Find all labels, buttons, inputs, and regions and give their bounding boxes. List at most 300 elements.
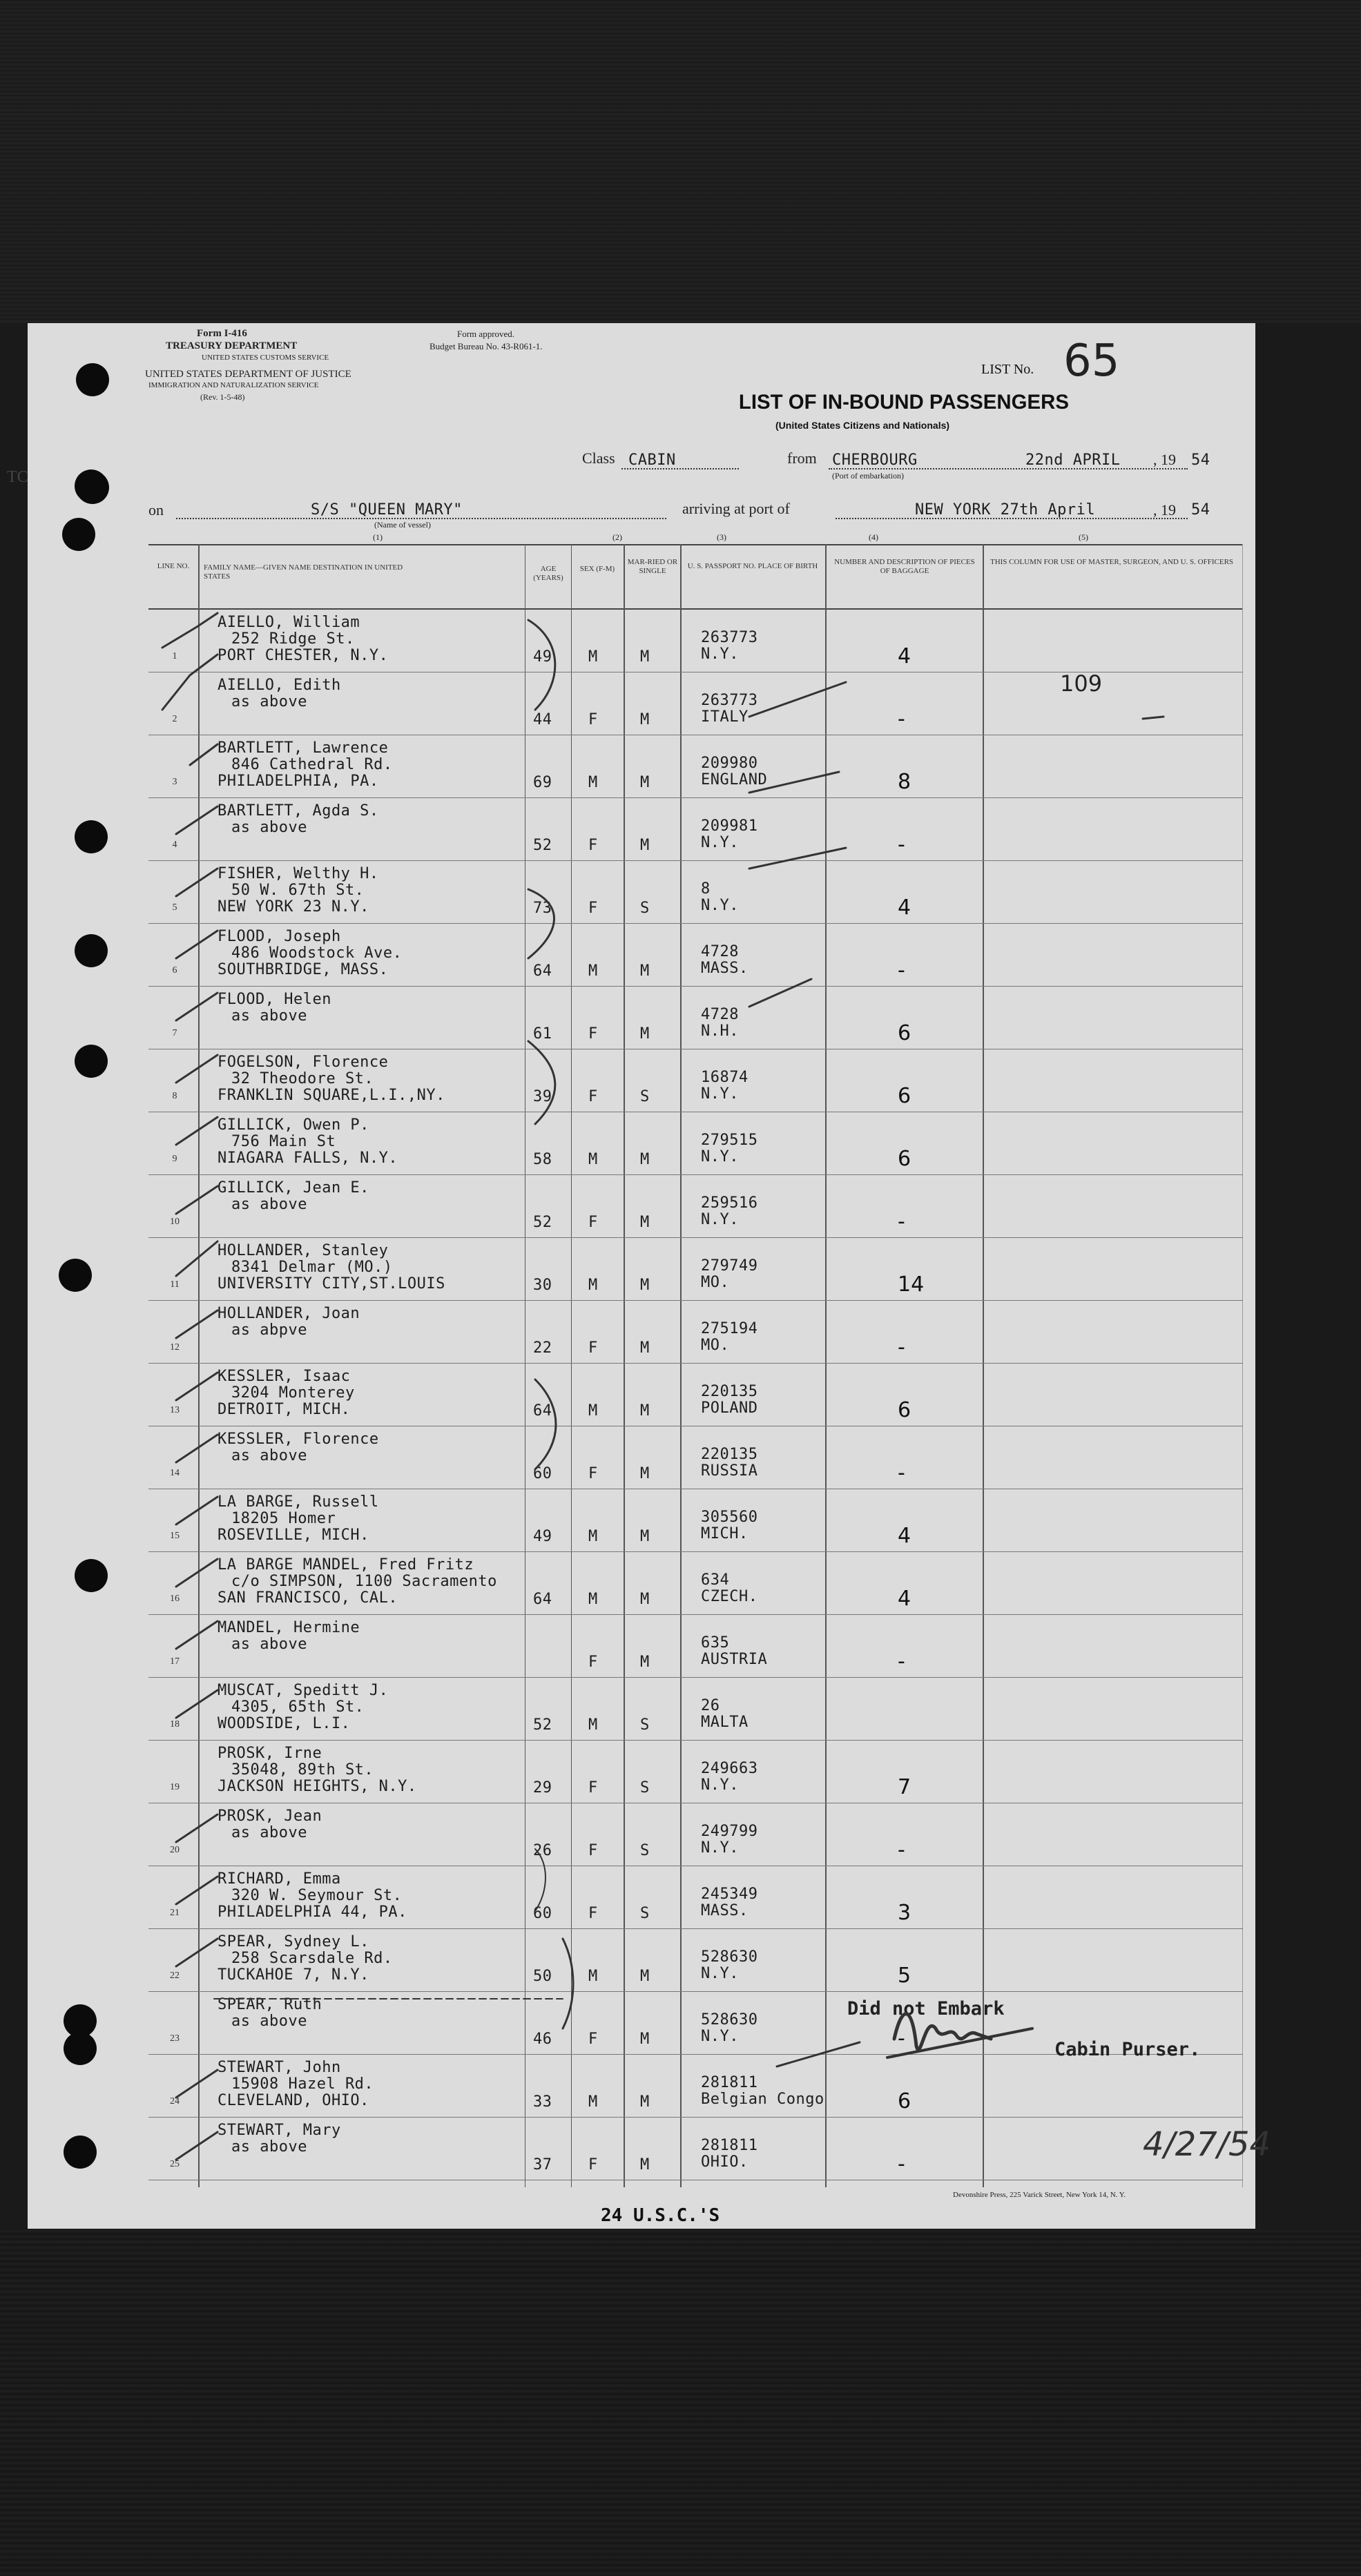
place-of-birth: MICH. <box>701 1525 749 1542</box>
passenger-age: 52 <box>533 837 552 854</box>
place-of-birth: ITALY <box>701 708 749 726</box>
passenger-name: BARTLETT, Lawrence <box>218 739 389 757</box>
passenger-name: HOLLANDER, Joan <box>218 1305 360 1322</box>
passenger-address: c/o SIMPSON, 1100 Sacramento <box>231 1573 497 1590</box>
line-number: 25 <box>170 2159 180 2169</box>
passenger-address: 15908 Hazel Rd. <box>231 2075 374 2093</box>
place-of-birth: N.Y. <box>701 2028 739 2045</box>
marital-status: M <box>640 837 650 854</box>
marital-status: S <box>640 1716 650 1734</box>
line-number: 11 <box>170 1279 180 1290</box>
year-prefix-arrival: , 19 <box>1153 501 1176 519</box>
pen-marks <box>148 544 1243 2187</box>
passenger-address: 258 Scarsdale Rd. <box>231 1950 393 1967</box>
on-label: on <box>148 501 164 519</box>
baggage-count: 6 <box>898 1021 911 1045</box>
baggage-count: - <box>898 958 905 982</box>
line-number: 21 <box>170 1908 180 1918</box>
line-number: 3 <box>172 777 177 787</box>
passenger-age: 37 <box>533 2156 552 2173</box>
passport-number: 4728 <box>701 943 739 960</box>
place-of-birth: N.Y. <box>701 834 739 851</box>
passenger-name: MUSCAT, Speditt J. <box>218 1682 389 1699</box>
baggage-count: - <box>898 1461 905 1485</box>
passenger-address: as above <box>231 819 307 836</box>
place-of-birth: N.Y. <box>701 1085 739 1103</box>
passenger-address: 3204 Monterey <box>231 1384 355 1402</box>
place-of-birth: POLAND <box>701 1400 758 1417</box>
baggage-count: 5 <box>898 1964 911 1988</box>
passenger-age: 64 <box>533 962 552 980</box>
passenger-sex: F <box>588 711 598 728</box>
passenger-sex: F <box>588 1088 598 1105</box>
passenger-sex: F <box>588 1654 598 1671</box>
passenger-address: 50 W. 67th St. <box>231 882 365 899</box>
passenger-age: 58 <box>533 1151 552 1168</box>
line-number: 2 <box>172 714 177 724</box>
passenger-sex: M <box>588 1277 598 1294</box>
passport-number: 634 <box>701 1571 730 1589</box>
col-header-name: FAMILY NAME—GIVEN NAME DESTINATION IN UNITED STATES <box>204 563 403 581</box>
marital-status: S <box>640 1842 650 1859</box>
passenger-city: JACKSON HEIGHTS, N.Y. <box>218 1778 417 1795</box>
year-prefix: , 19 <box>1153 451 1176 468</box>
marital-status: M <box>640 2093 650 2111</box>
form-number: Form I-416 <box>197 328 247 339</box>
passenger-name: KESSLER, Isaac <box>218 1368 351 1385</box>
baggage-count: 6 <box>898 1147 911 1171</box>
passport-number: 245349 <box>701 1886 758 1903</box>
form-revision: (Rev. 1-5-48) <box>200 392 245 402</box>
marital-status: M <box>640 1277 650 1294</box>
passenger-sex: M <box>588 1591 598 1608</box>
officer-note: 109 <box>1060 670 1103 697</box>
line-number: 16 <box>170 1594 180 1604</box>
passenger-sex: M <box>588 1716 598 1734</box>
punch-hole <box>64 2136 97 2169</box>
passenger-age: 69 <box>533 774 552 791</box>
passport-number: 279749 <box>701 1257 758 1275</box>
passenger-age: 39 <box>533 1088 552 1105</box>
place-of-birth: CZECH. <box>701 1588 758 1605</box>
place-of-birth: N.Y. <box>701 1211 739 1228</box>
passport-number: 209981 <box>701 817 758 835</box>
passenger-sex: M <box>588 1528 598 1545</box>
passport-number: 635 <box>701 1634 730 1652</box>
passport-number: 16874 <box>701 1069 749 1086</box>
passport-number: 281811 <box>701 2074 758 2091</box>
line-number: 20 <box>170 1845 180 1855</box>
line-number: 12 <box>170 1342 180 1353</box>
passenger-name: STEWART, Mary <box>218 2122 341 2139</box>
place-of-birth: ENGLAND <box>701 771 768 788</box>
passport-number: 4728 <box>701 1006 739 1023</box>
marital-status: M <box>640 1591 650 1608</box>
passenger-name: KESSLER, Florence <box>218 1431 379 1448</box>
baggage-count: 4 <box>898 1524 911 1548</box>
line-number: 10 <box>170 1217 180 1227</box>
passenger-age: 73 <box>533 900 552 917</box>
passport-number: 8 <box>701 880 711 898</box>
passenger-address: 4305, 65th St. <box>231 1698 365 1716</box>
marital-status: M <box>640 1968 650 1985</box>
punch-hole <box>76 363 109 396</box>
passenger-sex: M <box>588 774 598 791</box>
col-header-age: AGE (YEARS) <box>533 565 563 582</box>
marital-status: M <box>640 711 650 728</box>
vessel-caption: (Name of vessel) <box>374 520 431 530</box>
place-of-birth: N.Y. <box>701 897 739 914</box>
passenger-sex: M <box>588 1968 598 1985</box>
arriving-label: arriving at port of <box>682 500 790 517</box>
baggage-count: 6 <box>898 1398 911 1422</box>
page-title: LIST OF IN-BOUND PASSENGERS <box>738 391 1069 414</box>
passenger-address: 35048, 89th St. <box>231 1761 374 1779</box>
passenger-age: 60 <box>533 1465 552 1482</box>
microfilm-border-bottom <box>0 2229 1361 2576</box>
col-header-officers: THIS COLUMN FOR USE OF MASTER, SURGEON, AND U. S. OFFICERS <box>990 558 1234 566</box>
passport-number: 279515 <box>701 1132 758 1149</box>
marital-status: M <box>640 774 650 791</box>
passenger-age: 60 <box>533 1905 552 1922</box>
baggage-count: - <box>898 2152 905 2176</box>
passport-number: 263773 <box>701 692 758 709</box>
line-number: 9 <box>172 1154 177 1164</box>
col-num-4: (4) <box>869 532 878 542</box>
marital-status: M <box>640 1528 650 1545</box>
passenger-city: PHILADELPHIA 44, PA. <box>218 1904 407 1921</box>
marital-status: S <box>640 1779 650 1797</box>
passenger-city: PORT CHESTER, N.Y. <box>218 647 389 664</box>
passenger-address: as above <box>231 1007 307 1025</box>
microfilm-border-left <box>0 323 28 2229</box>
line-number: 14 <box>170 1468 180 1478</box>
passenger-name: MANDEL, Hermine <box>218 1619 360 1636</box>
passenger-city: UNIVERSITY CITY,ST.LOUIS <box>218 1275 445 1292</box>
col-header-passport: U. S. PASSPORT NO. PLACE OF BIRTH <box>687 562 818 570</box>
punch-hole <box>75 820 108 853</box>
place-of-birth: N.Y. <box>701 1839 739 1857</box>
baggage-count: - <box>898 1335 905 1359</box>
from-label: from <box>787 449 817 467</box>
list-number: 65 <box>1063 336 1120 387</box>
line-number: 15 <box>170 1531 180 1541</box>
printer-imprint: Devonshire Press, 225 Varick Street, New York 14, N. Y. <box>953 2191 1126 2199</box>
marital-status: M <box>640 2031 650 2048</box>
did-not-embark-note: Did not Embark <box>847 1998 1005 2020</box>
punch-hole <box>59 1259 92 1292</box>
passenger-age: 61 <box>533 1025 552 1043</box>
passenger-name: PROSK, Irne <box>218 1745 322 1762</box>
punch-hole <box>75 934 108 967</box>
microfilm-border-right <box>1255 323 1361 2229</box>
passenger-address: 486 Woodstock Ave. <box>231 945 403 962</box>
place-of-birth: N.Y. <box>701 646 739 663</box>
punch-hole <box>75 1045 108 1078</box>
list-label: LIST No. <box>981 362 1034 377</box>
passenger-age: 29 <box>533 1779 552 1797</box>
manifest-sheet <box>7 323 1271 2229</box>
col-header-sex: SEX (F-M) <box>579 565 615 573</box>
passenger-sex: F <box>588 1842 598 1859</box>
place-of-birth: RUSSIA <box>701 1462 758 1480</box>
passenger-city: CLEVELAND, OHIO. <box>218 2092 369 2109</box>
passport-number: 249663 <box>701 1760 758 1777</box>
embark-port: CHERBOURG <box>832 452 918 469</box>
line-number: 7 <box>172 1028 177 1038</box>
place-of-birth: N.H. <box>701 1023 739 1040</box>
dept-justice-sub: IMMIGRATION AND NATURALIZATION SERVICE <box>148 381 319 389</box>
passenger-table <box>148 544 1271 2187</box>
passport-number: 263773 <box>701 629 758 646</box>
line-number: 8 <box>172 1091 177 1101</box>
passenger-city: SOUTHBRIDGE, MASS. <box>218 961 389 978</box>
passenger-address: as above <box>231 693 307 710</box>
dept-treasury: TREASURY DEPARTMENT <box>166 340 298 351</box>
baggage-count: 4 <box>898 1587 911 1611</box>
passenger-address: as above <box>231 2013 307 2030</box>
passport-number: 220135 <box>701 1446 758 1463</box>
approval-note: Form approved. <box>457 329 515 339</box>
passport-number: 275194 <box>701 1320 758 1337</box>
line-number: 19 <box>170 1782 180 1792</box>
passenger-city: WOODSIDE, L.I. <box>218 1715 351 1732</box>
marital-status: M <box>640 1339 650 1357</box>
punch-hole <box>64 2032 97 2065</box>
passenger-sex: F <box>588 1339 598 1357</box>
budget-bureau: Budget Bureau No. 43-R061-1. <box>429 341 543 351</box>
passenger-sex: F <box>588 837 598 854</box>
passenger-address: as above <box>231 1196 307 1213</box>
punch-hole <box>75 1559 108 1592</box>
line-number: 22 <box>170 1970 180 1981</box>
passenger-name: AIELLO, Edith <box>218 677 341 694</box>
col-num-3: (3) <box>717 532 726 542</box>
dept-justice: UNITED STATES DEPARTMENT OF JUSTICE <box>145 369 351 380</box>
passenger-address: as above <box>231 1447 307 1464</box>
passenger-city: TUCKAHOE 7, N.Y. <box>218 1966 369 1984</box>
passenger-sex: M <box>588 2093 598 2111</box>
passenger-name: GILLICK, Owen P. <box>218 1116 369 1134</box>
passenger-age: 26 <box>533 1842 552 1859</box>
passport-number: 26 <box>701 1697 720 1714</box>
passport-number: 281811 <box>701 2137 758 2154</box>
marital-status: S <box>640 900 650 917</box>
passenger-name: GILLICK, Jean E. <box>218 1179 369 1197</box>
microfilm-border-top <box>0 0 1361 323</box>
passenger-address: as above <box>231 1636 307 1653</box>
passenger-address: 252 Ridge St. <box>231 630 355 648</box>
line-number: 5 <box>172 902 177 913</box>
marital-status: M <box>640 1402 650 1420</box>
passenger-city: PHILADELPHIA, PA. <box>218 773 379 790</box>
place-of-birth: MASS. <box>701 1902 749 1919</box>
marital-status: M <box>640 962 650 980</box>
passenger-name: LA BARGE, Russell <box>218 1493 379 1511</box>
place-of-birth: MO. <box>701 1274 730 1291</box>
line-number: 23 <box>170 2033 180 2044</box>
marital-status: M <box>640 1025 650 1043</box>
footer-stamp: 24 U.S.C.'S <box>601 2205 720 2226</box>
col-num-1: (1) <box>373 532 383 542</box>
passenger-address: 320 W. Seymour St. <box>231 1887 403 1904</box>
baggage-count: 4 <box>898 895 911 920</box>
col-num-2: (2) <box>612 532 622 542</box>
passport-number: 259516 <box>701 1194 758 1212</box>
passenger-name: SPEAR, Sydney L. <box>218 1933 369 1950</box>
passenger-age: 46 <box>533 2031 552 2048</box>
baggage-count: - <box>898 1210 905 1234</box>
dept-treasury-sub: UNITED STATES CUSTOMS SERVICE <box>202 354 329 362</box>
passenger-address: 8341 Delmar (MO.) <box>231 1259 393 1276</box>
passenger-name: FOGELSON, Florence <box>218 1054 389 1071</box>
passenger-name: FISHER, Welthy H. <box>218 865 379 882</box>
place-of-birth: N.Y. <box>701 1776 739 1794</box>
passenger-city: ROSEVILLE, MICH. <box>218 1527 369 1544</box>
punch-hole <box>75 469 108 503</box>
passenger-name: STEWART, John <box>218 2059 341 2076</box>
line-number: 18 <box>170 1719 180 1730</box>
passenger-age: 50 <box>533 1968 552 1985</box>
place-of-birth: MASS. <box>701 960 749 977</box>
passport-number: 249799 <box>701 1823 758 1840</box>
baggage-count: 6 <box>898 2089 911 2113</box>
place-of-birth: OHIO. <box>701 2153 749 2171</box>
passenger-age: 52 <box>533 1716 552 1734</box>
passenger-age: 30 <box>533 1277 552 1294</box>
passenger-name: LA BARGE MANDEL, Fred Fritz <box>218 1556 474 1573</box>
line-number: 1 <box>172 651 177 661</box>
passenger-address: 18205 Homer <box>231 1510 336 1527</box>
baggage-count: - <box>898 2026 905 2051</box>
departure-year: 54 <box>1191 452 1210 469</box>
vessel-name: S/S "QUEEN MARY" <box>311 501 463 519</box>
arrival-port: NEW YORK 27th April <box>915 501 1096 519</box>
passport-number: 305560 <box>701 1509 758 1526</box>
date-signature: 4/27/54 <box>1143 2125 1271 2164</box>
place-of-birth: N.Y. <box>701 1148 739 1165</box>
marital-status: S <box>640 1088 650 1105</box>
baggage-count: 7 <box>898 1775 911 1799</box>
arrival-year: 54 <box>1191 501 1210 519</box>
passenger-city: DETROIT, MICH. <box>218 1401 351 1418</box>
passenger-sex: F <box>588 2156 598 2173</box>
passenger-sex: M <box>588 1151 598 1168</box>
baggage-count: - <box>898 1838 905 1862</box>
passenger-age: 64 <box>533 1402 552 1420</box>
place-of-birth: Belgian Congo <box>701 2091 824 2108</box>
marital-status: M <box>640 648 650 666</box>
passenger-age: 64 <box>533 1591 552 1608</box>
passenger-city: FRANKLIN SQUARE,L.I.,NY. <box>218 1087 445 1104</box>
passenger-age: 49 <box>533 648 552 666</box>
passenger-name: FLOOD, Helen <box>218 991 331 1008</box>
place-of-birth: MALTA <box>701 1714 749 1731</box>
line-number: 4 <box>172 840 177 850</box>
passenger-address: 756 Main St <box>231 1133 336 1150</box>
passenger-name: SPEAR, Ruth <box>218 1996 322 2013</box>
marital-status: S <box>640 1905 650 1922</box>
passport-number: 220135 <box>701 1383 758 1400</box>
marital-status: M <box>640 2156 650 2173</box>
baggage-count: 8 <box>898 770 911 794</box>
page-subtitle: (United States Citizens and Nationals) <box>775 420 950 431</box>
class-value: CABIN <box>628 452 676 469</box>
col-header-baggage: NUMBER AND DESCRIPTION OF PIECES OF BAGGAGE <box>834 558 975 575</box>
col-header-line: LINE NO. <box>157 562 190 570</box>
line-number: 24 <box>170 2096 180 2107</box>
passenger-sex: F <box>588 1214 598 1231</box>
passenger-city: NIAGARA FALLS, N.Y. <box>218 1150 398 1167</box>
passenger-city: SAN FRANCISCO, CAL. <box>218 1589 398 1607</box>
passenger-age: 49 <box>533 1528 552 1545</box>
line-number: 6 <box>172 965 177 976</box>
passenger-name: PROSK, Jean <box>218 1808 322 1825</box>
line-number: 17 <box>170 1656 180 1667</box>
marital-status: M <box>640 1214 650 1231</box>
passenger-address: 32 Theodore St. <box>231 1070 374 1087</box>
passenger-sex: F <box>588 1905 598 1922</box>
passenger-age: 52 <box>533 1214 552 1231</box>
passenger-name: FLOOD, Joseph <box>218 928 341 945</box>
passenger-name: HOLLANDER, Stanley <box>218 1242 389 1259</box>
passenger-sex: F <box>588 1025 598 1043</box>
baggage-count: 6 <box>898 1084 911 1108</box>
place-of-birth: AUSTRIA <box>701 1651 768 1668</box>
passport-number: 209980 <box>701 755 758 772</box>
passenger-address: as above <box>231 2138 307 2156</box>
passenger-name: RICHARD, Emma <box>218 1870 341 1888</box>
passenger-address: 846 Cathedral Rd. <box>231 756 393 773</box>
passenger-sex: M <box>588 962 598 980</box>
passenger-age: 22 <box>533 1339 552 1357</box>
class-label: Class <box>582 449 615 467</box>
passenger-name: AIELLO, William <box>218 614 360 631</box>
departure-date: 22nd APRIL <box>1025 452 1121 469</box>
passenger-sex: M <box>588 648 598 666</box>
passenger-city: NEW YORK 23 N.Y. <box>218 898 369 916</box>
line-number: 13 <box>170 1405 180 1415</box>
place-of-birth: MO. <box>701 1337 730 1354</box>
passenger-sex: F <box>588 1465 598 1482</box>
col-num-5: (5) <box>1079 532 1088 542</box>
baggage-count: - <box>898 833 905 857</box>
passenger-sex: M <box>588 1402 598 1420</box>
passport-number: 528630 <box>701 1948 758 1966</box>
marital-status: M <box>640 1465 650 1482</box>
baggage-count: 4 <box>898 644 911 668</box>
baggage-count: 3 <box>898 1901 911 1925</box>
passenger-sex: F <box>588 2031 598 2048</box>
place-of-birth: N.Y. <box>701 1965 739 1982</box>
passenger-address: as above <box>231 1824 307 1841</box>
passenger-age: 44 <box>533 711 552 728</box>
passenger-age: 33 <box>533 2093 552 2111</box>
marital-status: M <box>640 1654 650 1671</box>
purser-note: Cabin Purser. <box>1054 2039 1201 2060</box>
passenger-address: as abpve <box>231 1321 307 1339</box>
embark-caption: (Port of embarkation) <box>832 471 904 481</box>
baggage-count: 14 <box>898 1272 925 1297</box>
col-header-married: MAR-RIED OR SINGLE <box>627 558 678 575</box>
punch-hole <box>62 518 95 551</box>
passenger-sex: F <box>588 1779 598 1797</box>
baggage-count: - <box>898 1649 905 1674</box>
passenger-name: BARTLETT, Agda S. <box>218 802 379 820</box>
passenger-sex: F <box>588 900 598 917</box>
passport-number: 528630 <box>701 2011 758 2028</box>
marital-status: M <box>640 1151 650 1168</box>
